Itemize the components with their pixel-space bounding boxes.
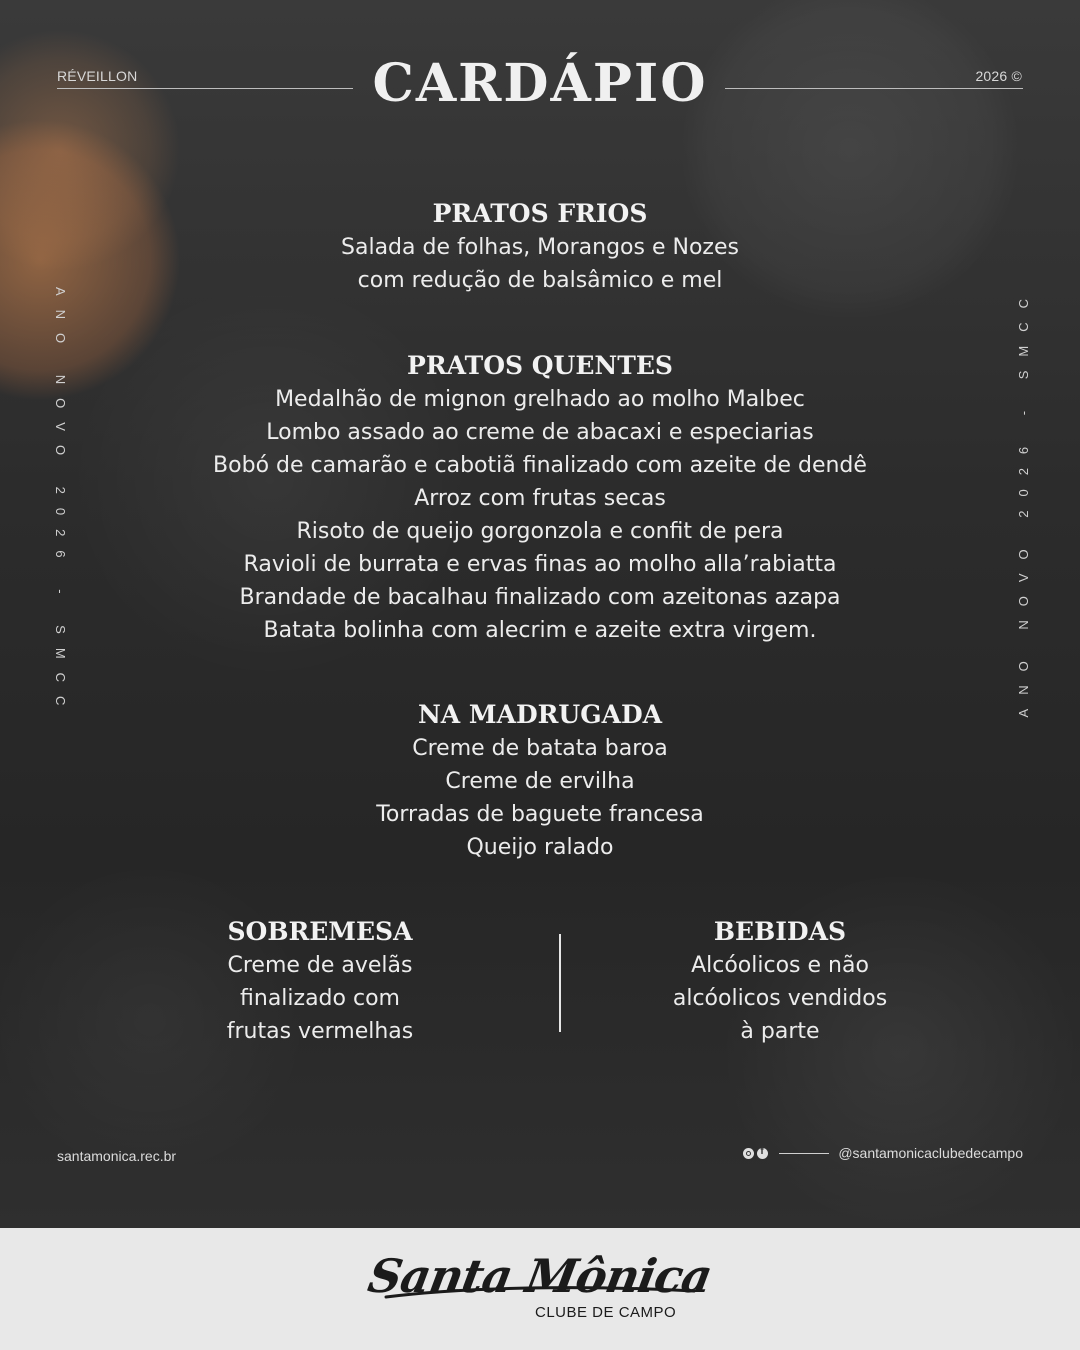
menu-item: finalizado com [240, 986, 400, 1011]
section-heading: SOBREMESA [227, 917, 413, 946]
vertical-text-right: ANO NOVO 2026 - SMCC [1016, 285, 1031, 718]
menu-item: Bobó de camarão e cabotiã finalizado com azeite de dendê [213, 453, 867, 478]
event-label: RÉVEILLON [57, 68, 138, 84]
page-title: CARDÁPIO [372, 53, 708, 114]
social-handle[interactable]: @santamonicaclubedecampo [838, 1145, 1023, 1161]
website-link[interactable]: santamonica.rec.br [57, 1148, 177, 1164]
menu-item: Creme de ervilha [445, 769, 635, 794]
menu-item: Brandade de bacalhau finalizado com azeitonas azapa [239, 585, 841, 610]
instagram-icon[interactable] [743, 1148, 754, 1159]
section-na-madrugada [0, 698, 1080, 864]
header-divider-right [725, 88, 1023, 89]
section-bebidas [580, 915, 980, 1048]
facebook-icon[interactable] [757, 1148, 768, 1159]
menu-item: Torradas de baguete francesa [376, 802, 704, 827]
menu-item: Lombo assado ao creme de abacaxi e especiarias [266, 420, 814, 445]
vertical-text-left: ANO NOVO 2026 - SMCC [53, 287, 68, 720]
menu-item: Risoto de queijo gorgonzola e confit de pera [296, 519, 784, 544]
section-pratos-frios [0, 197, 1080, 297]
menu-item: Salada de folhas, Morangos e Nozes [341, 235, 739, 260]
section-pratos-quentes [0, 349, 1080, 647]
section-sobremesa [120, 915, 520, 1048]
menu-item: Ravioli de burrata e ervas finas ao molho alla’rabiatta [243, 552, 837, 577]
menu-item: Batata bolinha com alecrim e azeite extra virgem. [263, 618, 817, 643]
menu-item: Alcóolicos e não [691, 953, 869, 978]
brand-subtitle: CLUBE DE CAMPO [535, 1304, 677, 1321]
logo-swoosh-icon [384, 1283, 696, 1301]
section-heading: PRATOS QUENTES [407, 351, 673, 380]
menu-item: Medalhão de mignon grelhado ao molho Malbec [275, 387, 805, 412]
menu-item: Creme de batata baroa [412, 736, 668, 761]
brand-name: Santa Mônica [364, 1249, 716, 1303]
column-divider [559, 934, 561, 1032]
footer-divider [779, 1153, 829, 1154]
section-heading: BEBIDAS [713, 917, 847, 946]
section-heading: PRATOS FRIOS [432, 199, 648, 228]
menu-item: à parte [740, 1019, 820, 1044]
brand-bar [0, 1228, 1080, 1350]
menu-item: frutas vermelhas [226, 1019, 414, 1044]
year-label: 2026 © [975, 68, 1022, 84]
menu-item: Queijo ralado [466, 835, 614, 860]
menu-item: com redução de balsâmico e mel [357, 268, 723, 293]
section-heading: NA MADRUGADA [417, 700, 663, 729]
menu-item: Creme de avelãs [227, 953, 413, 978]
social-handle-group [743, 1145, 1023, 1161]
menu-item: alcóolicos vendidos [672, 986, 888, 1011]
menu-item: Arroz com frutas secas [414, 486, 666, 511]
